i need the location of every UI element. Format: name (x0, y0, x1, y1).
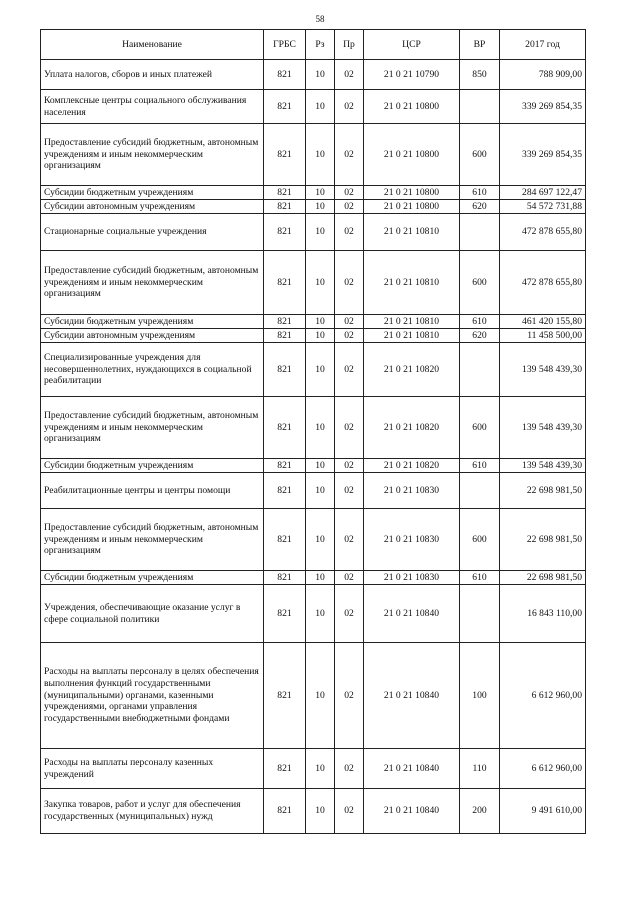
cell-amount: 22 698 981,50 (500, 509, 586, 571)
cell-csr: 21 0 21 10790 (364, 60, 460, 90)
cell-amount: 339 269 854,35 (500, 90, 586, 124)
cell-name: Расходы на выплаты персоналу в целях обеспечения выполнения функций государственными (муниципальными) органами, казенными учреждениями, органами управления государственными внебюджетными фондами (41, 643, 264, 749)
cell-rz: 10 (306, 200, 335, 214)
cell-vr (460, 214, 500, 251)
table-row (41, 459, 586, 473)
cell-name: Уплата налогов, сборов и иных платежей (41, 60, 264, 90)
cell-amount: 139 548 439,30 (500, 397, 586, 459)
cell-rz: 10 (306, 186, 335, 200)
cell-amount: 472 878 655,80 (500, 214, 586, 251)
cell-grbs: 821 (264, 90, 306, 124)
cell-csr: 21 0 21 10800 (364, 124, 460, 186)
cell-grbs: 821 (264, 214, 306, 251)
cell-rz: 10 (306, 509, 335, 571)
cell-pr: 02 (335, 200, 364, 214)
table-row (41, 585, 586, 643)
cell-pr: 02 (335, 315, 364, 329)
table-row (41, 315, 586, 329)
cell-name: Расходы на выплаты персоналу казенных учреждений (41, 749, 264, 789)
cell-name: Стационарные социальные учреждения (41, 214, 264, 251)
cell-csr: 21 0 21 10810 (364, 214, 460, 251)
cell-pr: 02 (335, 509, 364, 571)
cell-name: Специализированные учреждения для несовершеннолетних, нуждающихся в социальной реабилитации (41, 343, 264, 397)
cell-pr: 02 (335, 329, 364, 343)
cell-rz: 10 (306, 124, 335, 186)
cell-pr: 02 (335, 473, 364, 509)
header-name: Наименование (41, 30, 264, 60)
cell-rz: 10 (306, 397, 335, 459)
header-pr: Пр (335, 30, 364, 60)
cell-csr: 21 0 21 10830 (364, 473, 460, 509)
cell-rz: 10 (306, 643, 335, 749)
cell-csr: 21 0 21 10840 (364, 749, 460, 789)
cell-vr: 100 (460, 643, 500, 749)
cell-grbs: 821 (264, 315, 306, 329)
cell-rz: 10 (306, 571, 335, 585)
cell-pr: 02 (335, 585, 364, 643)
cell-amount: 472 878 655,80 (500, 251, 586, 315)
cell-vr: 110 (460, 749, 500, 789)
table-row (41, 214, 586, 251)
cell-amount: 54 572 731,88 (500, 200, 586, 214)
cell-vr: 600 (460, 251, 500, 315)
cell-amount: 284 697 122,47 (500, 186, 586, 200)
header-year: 2017 год (500, 30, 586, 60)
cell-name: Предоставление субсидий бюджетным, автономным учреждениям и иным некоммерческим организациям (41, 509, 264, 571)
cell-rz: 10 (306, 251, 335, 315)
budget-table (40, 29, 586, 834)
table-row (41, 186, 586, 200)
cell-vr (460, 90, 500, 124)
cell-amount: 9 491 610,00 (500, 789, 586, 834)
table-row (41, 251, 586, 315)
cell-csr: 21 0 21 10810 (364, 329, 460, 343)
cell-vr: 850 (460, 60, 500, 90)
cell-amount: 16 843 110,00 (500, 585, 586, 643)
cell-rz: 10 (306, 90, 335, 124)
cell-csr: 21 0 21 10830 (364, 509, 460, 571)
table-row (41, 90, 586, 124)
cell-vr: 600 (460, 397, 500, 459)
cell-pr: 02 (335, 643, 364, 749)
cell-csr: 21 0 21 10810 (364, 251, 460, 315)
table-row (41, 200, 586, 214)
cell-grbs: 821 (264, 329, 306, 343)
cell-amount: 22 698 981,50 (500, 473, 586, 509)
cell-vr: 600 (460, 124, 500, 186)
cell-name: Субсидии бюджетным учреждениям (41, 571, 264, 585)
cell-amount: 788 909,00 (500, 60, 586, 90)
cell-rz: 10 (306, 473, 335, 509)
cell-pr: 02 (335, 60, 364, 90)
cell-amount: 139 548 439,30 (500, 459, 586, 473)
cell-grbs: 821 (264, 200, 306, 214)
cell-vr (460, 473, 500, 509)
cell-pr: 02 (335, 124, 364, 186)
cell-name: Субсидии автономным учреждениям (41, 329, 264, 343)
cell-amount: 339 269 854,35 (500, 124, 586, 186)
table-row (41, 60, 586, 90)
cell-vr: 200 (460, 789, 500, 834)
cell-pr: 02 (335, 90, 364, 124)
cell-grbs: 821 (264, 343, 306, 397)
header-grbs: ГРБС (264, 30, 306, 60)
cell-grbs: 821 (264, 789, 306, 834)
cell-grbs: 821 (264, 749, 306, 789)
cell-rz: 10 (306, 459, 335, 473)
table-row (41, 397, 586, 459)
header-rz: Рз (306, 30, 335, 60)
cell-rz: 10 (306, 789, 335, 834)
cell-pr: 02 (335, 343, 364, 397)
cell-amount: 6 612 960,00 (500, 749, 586, 789)
cell-csr: 21 0 21 10820 (364, 397, 460, 459)
cell-csr: 21 0 21 10800 (364, 186, 460, 200)
cell-rz: 10 (306, 343, 335, 397)
cell-csr: 21 0 21 10830 (364, 571, 460, 585)
cell-name: Предоставление субсидий бюджетным, автономным учреждениям и иным некоммерческим организациям (41, 251, 264, 315)
table-row (41, 473, 586, 509)
cell-name: Субсидии бюджетным учреждениям (41, 315, 264, 329)
cell-name: Комплексные центры социального обслуживания населения (41, 90, 264, 124)
cell-pr: 02 (335, 214, 364, 251)
cell-rz: 10 (306, 749, 335, 789)
table-header-row (41, 30, 586, 60)
cell-amount: 139 548 439,30 (500, 343, 586, 397)
cell-grbs: 821 (264, 459, 306, 473)
cell-pr: 02 (335, 749, 364, 789)
cell-csr: 21 0 21 10840 (364, 643, 460, 749)
page-number: 58 (315, 14, 325, 24)
table-row (41, 789, 586, 834)
cell-rz: 10 (306, 214, 335, 251)
cell-grbs: 821 (264, 251, 306, 315)
cell-amount: 461 420 155,80 (500, 315, 586, 329)
cell-pr: 02 (335, 789, 364, 834)
table-row (41, 329, 586, 343)
table-row (41, 343, 586, 397)
cell-grbs: 821 (264, 643, 306, 749)
cell-name: Реабилитационные центры и центры помощи (41, 473, 264, 509)
cell-amount: 11 458 500,00 (500, 329, 586, 343)
cell-name: Субсидии бюджетным учреждениям (41, 459, 264, 473)
cell-pr: 02 (335, 251, 364, 315)
cell-vr: 610 (460, 571, 500, 585)
cell-grbs: 821 (264, 473, 306, 509)
cell-csr: 21 0 21 10840 (364, 585, 460, 643)
cell-rz: 10 (306, 60, 335, 90)
cell-amount: 6 612 960,00 (500, 643, 586, 749)
header-vr: ВР (460, 30, 500, 60)
cell-vr: 620 (460, 200, 500, 214)
cell-name: Субсидии автономным учреждениям (41, 200, 264, 214)
cell-grbs: 821 (264, 124, 306, 186)
cell-grbs: 821 (264, 186, 306, 200)
cell-vr: 620 (460, 329, 500, 343)
cell-pr: 02 (335, 397, 364, 459)
table-row (41, 124, 586, 186)
cell-pr: 02 (335, 459, 364, 473)
table-row (41, 571, 586, 585)
cell-name: Предоставление субсидий бюджетным, автономным учреждениям и иным некоммерческим организациям (41, 124, 264, 186)
cell-grbs: 821 (264, 397, 306, 459)
cell-vr: 610 (460, 459, 500, 473)
cell-vr (460, 343, 500, 397)
cell-rz: 10 (306, 315, 335, 329)
cell-name: Учреждения, обеспечивающие оказание услуг в сфере социальной политики (41, 585, 264, 643)
cell-rz: 10 (306, 585, 335, 643)
cell-vr (460, 585, 500, 643)
cell-name: Субсидии бюджетным учреждениям (41, 186, 264, 200)
cell-csr: 21 0 21 10820 (364, 459, 460, 473)
cell-name: Предоставление субсидий бюджетным, автономным учреждениям и иным некоммерческим организациям (41, 397, 264, 459)
cell-vr: 610 (460, 186, 500, 200)
cell-amount: 22 698 981,50 (500, 571, 586, 585)
cell-name: Закупка товаров, работ и услуг для обеспечения государственных (муниципальных) нужд (41, 789, 264, 834)
cell-csr: 21 0 21 10800 (364, 90, 460, 124)
table-row (41, 643, 586, 749)
cell-csr: 21 0 21 10840 (364, 789, 460, 834)
cell-grbs: 821 (264, 571, 306, 585)
cell-pr: 02 (335, 571, 364, 585)
cell-rz: 10 (306, 329, 335, 343)
cell-vr: 600 (460, 509, 500, 571)
cell-pr: 02 (335, 186, 364, 200)
cell-grbs: 821 (264, 60, 306, 90)
header-csr: ЦСР (364, 30, 460, 60)
cell-grbs: 821 (264, 509, 306, 571)
cell-csr: 21 0 21 10810 (364, 315, 460, 329)
cell-csr: 21 0 21 10800 (364, 200, 460, 214)
table-row (41, 509, 586, 571)
cell-csr: 21 0 21 10820 (364, 343, 460, 397)
cell-vr: 610 (460, 315, 500, 329)
cell-grbs: 821 (264, 585, 306, 643)
table-row (41, 749, 586, 789)
